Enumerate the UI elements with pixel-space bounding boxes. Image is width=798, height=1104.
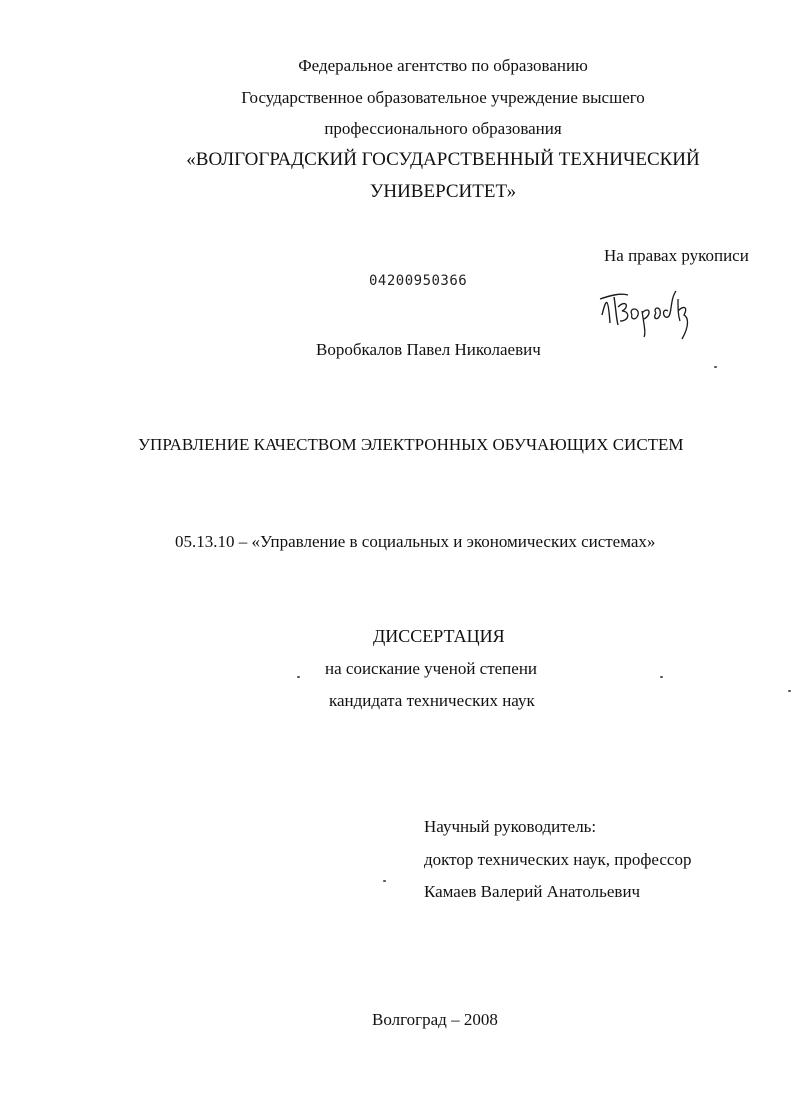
author-name: Воробкалов Павел Николаевич [316,340,541,359]
scan-speck [383,880,386,882]
supervisor-label: Научный руководитель: [424,817,597,836]
agency-name: Федеральное агентство по образованию [298,56,588,75]
author-signature [598,285,694,343]
scan-speck [297,676,300,678]
manuscript-note: На правах рукописи [604,246,749,265]
scan-speck [714,366,717,368]
scan-speck [788,690,791,692]
degree-line-2: кандидата технических наук [329,691,535,710]
specialty-code: 05.13.10 – «Управление в социальных и экономических системах» [175,532,656,551]
university-name-line-2: УНИВЕРСИТЕТ» [369,181,517,202]
university-name-line-1: «ВОЛГОГРАДСКИЙ ГОСУДАРСТВЕННЫЙ ТЕХНИЧЕСКИЙ [186,149,700,170]
document-type-heading: ДИССЕРТАЦИЯ [373,626,505,646]
city-year: Волгоград – 2008 [372,1010,498,1029]
institution-line-1: Государственное образовательное учреждение высшего [241,88,645,107]
supervisor-name: Камаев Валерий Анатольевич [424,882,641,901]
scan-speck [660,676,663,678]
degree-line-1: на соискание ученой степени [325,659,538,678]
stamp-number: 04200950366 [369,273,468,289]
dissertation-title: УПРАВЛЕНИЕ КАЧЕСТВОМ ЭЛЕКТРОННЫХ ОБУЧАЮЩИХ СИСТЕМ [138,435,684,454]
supervisor-credentials: доктор технических наук, профессор [424,850,692,869]
institution-line-2: профессионального образования [324,119,562,138]
